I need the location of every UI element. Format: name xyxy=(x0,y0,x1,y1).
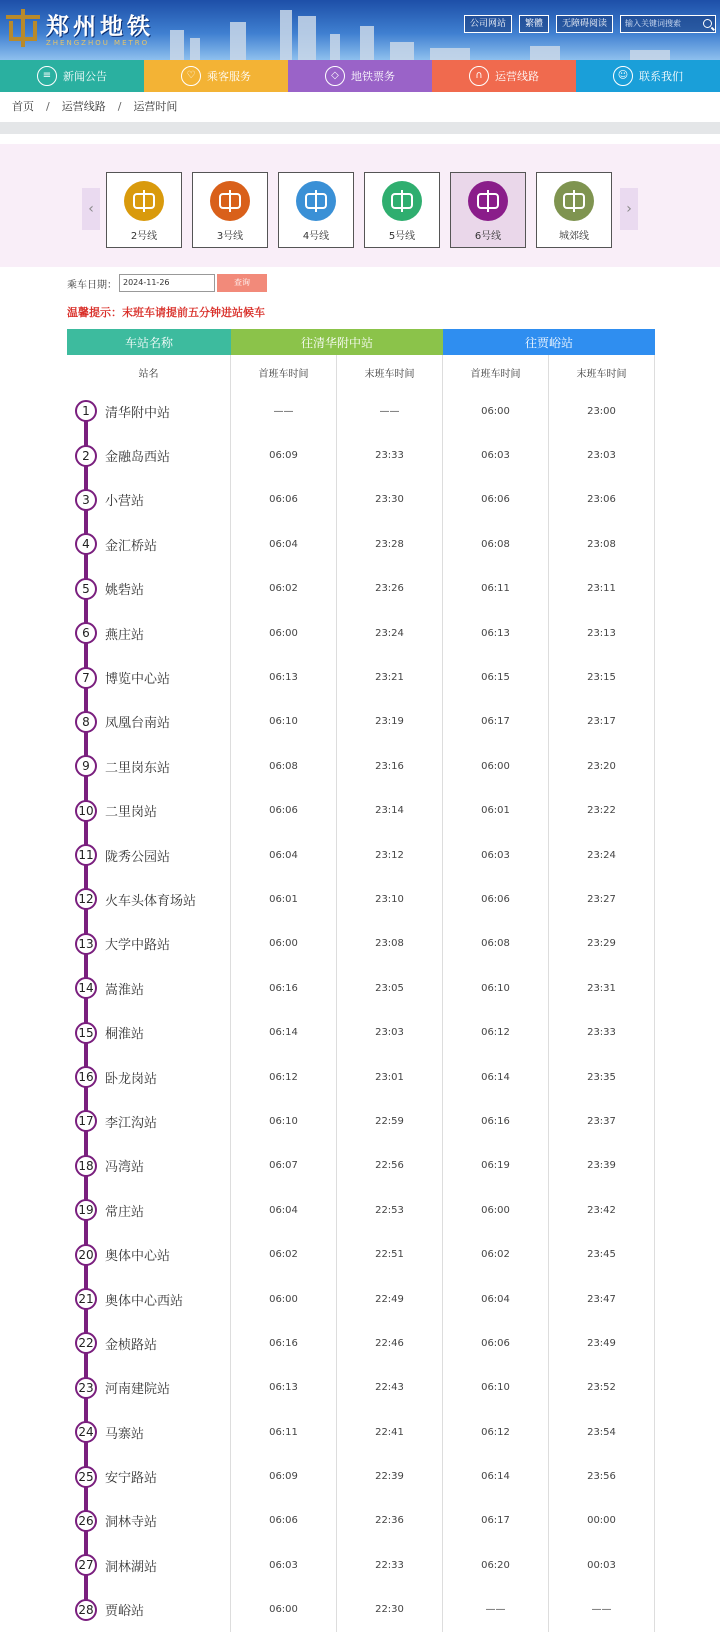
last-train-dir2: 23:35 xyxy=(549,1055,655,1099)
first-train-dir1: 06:10 xyxy=(231,1099,337,1143)
nav-label: 联系我们 xyxy=(639,70,683,83)
line-logo-icon xyxy=(210,181,250,221)
first-train-dir1: 06:12 xyxy=(231,1055,337,1099)
line-card-2[interactable] xyxy=(106,172,182,248)
table-row xyxy=(67,966,655,1010)
station-number: 14 xyxy=(75,977,97,999)
table-row xyxy=(67,700,655,744)
col-direction-1: 往清华附中站 xyxy=(231,329,443,355)
last-train-dir2: 23:47 xyxy=(549,1277,655,1321)
station-number: 27 xyxy=(75,1554,97,1576)
station-number: 5 xyxy=(75,578,97,600)
line-selector xyxy=(0,144,720,267)
table-row xyxy=(67,1454,655,1498)
first-train-dir2: 06:08 xyxy=(443,922,549,966)
first-train-dir2: 06:14 xyxy=(443,1055,549,1099)
station-name: 洞林寺站 xyxy=(105,1515,158,1531)
first-train-dir1: 06:04 xyxy=(231,1188,337,1232)
first-train-dir1: 06:03 xyxy=(231,1543,337,1587)
station-number: 10 xyxy=(75,800,97,822)
last-train-dir2: 23:17 xyxy=(549,700,655,744)
last-train-dir2: 23:33 xyxy=(549,1010,655,1054)
last-train-dir2: 23:42 xyxy=(549,1188,655,1232)
first-train-dir2: 06:00 xyxy=(443,1188,549,1232)
table-row xyxy=(67,522,655,566)
station-number: 9 xyxy=(75,755,97,777)
station-name: 凤凰台南站 xyxy=(105,716,171,732)
last-train-dir2: 23:00 xyxy=(549,389,655,433)
site-logo[interactable] xyxy=(6,8,154,47)
station-cell xyxy=(67,1277,231,1321)
first-train-dir1: —— xyxy=(231,389,337,433)
table-row xyxy=(67,433,655,477)
first-train-dir1: 06:16 xyxy=(231,1321,337,1365)
prev-arrow-icon[interactable]: ‹ xyxy=(82,188,100,230)
first-train-dir2: 06:20 xyxy=(443,1543,549,1587)
last-train-dir1: 23:03 xyxy=(337,1010,443,1054)
table-row xyxy=(67,1366,655,1410)
table-row xyxy=(67,1410,655,1454)
first-train-dir2: 06:10 xyxy=(443,1366,549,1410)
last-train-dir1: 22:51 xyxy=(337,1232,443,1276)
first-train-dir1: 06:06 xyxy=(231,1499,337,1543)
first-train-dir2: 06:06 xyxy=(443,877,549,921)
line-logo-icon xyxy=(382,181,422,221)
station-cell xyxy=(67,966,231,1010)
last-train-dir2: 23:49 xyxy=(549,1321,655,1365)
last-train-dir2: 23:54 xyxy=(549,1410,655,1454)
station-number: 25 xyxy=(75,1466,97,1488)
first-train-dir1: 06:13 xyxy=(231,655,337,699)
nav-label: 新闻公告 xyxy=(63,70,107,83)
search-input[interactable] xyxy=(620,15,716,33)
station-name: 金融岛西站 xyxy=(105,450,171,466)
first-train-dir2: 06:00 xyxy=(443,744,549,788)
last-train-dir1: 23:14 xyxy=(337,789,443,833)
last-train-dir2: 23:08 xyxy=(549,522,655,566)
last-train-dir2: 23:37 xyxy=(549,1099,655,1143)
line-logo-icon xyxy=(468,181,508,221)
last-train-dir2: 00:00 xyxy=(549,1499,655,1543)
logo-title: 郑州地铁 xyxy=(46,13,154,40)
first-train-dir2: —— xyxy=(443,1588,549,1632)
station-name: 安宁路站 xyxy=(105,1471,158,1487)
station-name: 燕庄站 xyxy=(105,627,145,643)
traditional-chinese-link[interactable]: 繁體 xyxy=(519,15,549,33)
last-train-dir1: 22:33 xyxy=(337,1543,443,1587)
station-number: 26 xyxy=(75,1510,97,1532)
station-cell xyxy=(67,1410,231,1454)
station-cell xyxy=(67,1499,231,1543)
main-nav xyxy=(0,60,720,92)
table-row xyxy=(67,1232,655,1276)
last-train-dir1: 22:53 xyxy=(337,1188,443,1232)
nav-item-contact[interactable] xyxy=(576,60,720,92)
first-train-dir2: 06:13 xyxy=(443,611,549,655)
last-train-dir1: 23:12 xyxy=(337,833,443,877)
station-number: 3 xyxy=(75,489,97,511)
station-name: 陇秀公园站 xyxy=(105,849,171,865)
first-train-dir2: 06:19 xyxy=(443,1144,549,1188)
table-row xyxy=(67,567,655,611)
first-train-dir1: 06:02 xyxy=(231,1232,337,1276)
last-train-dir1: 23:08 xyxy=(337,922,443,966)
last-train-dir1: 22:41 xyxy=(337,1410,443,1454)
station-cell xyxy=(67,1188,231,1232)
station-name: 冯湾站 xyxy=(105,1160,145,1176)
first-train-dir2: 06:11 xyxy=(443,567,549,611)
nav-label: 运营线路 xyxy=(495,70,539,83)
breadcrumb-separator: / xyxy=(46,100,50,113)
user-icon: ☺ xyxy=(613,66,633,86)
last-train-dir1: 22:56 xyxy=(337,1144,443,1188)
first-train-dir1: 06:02 xyxy=(231,567,337,611)
date-field[interactable]: 2024-11-26 xyxy=(119,274,215,292)
first-train-dir2: 06:02 xyxy=(443,1232,549,1276)
first-train-dir1: 06:06 xyxy=(231,478,337,522)
company-site-link[interactable]: 公司网站 xyxy=(464,15,512,33)
line-card-6[interactable] xyxy=(450,172,526,248)
last-train-dir1: 23:26 xyxy=(337,567,443,611)
station-cell xyxy=(67,700,231,744)
last-train-dir2: —— xyxy=(549,1588,655,1632)
station-number: 17 xyxy=(75,1110,97,1132)
accessibility-link[interactable]: 无障碍阅读 xyxy=(556,15,613,33)
station-name: 大学中路站 xyxy=(105,938,171,954)
station-number: 12 xyxy=(75,888,97,910)
last-train-dir1: 23:16 xyxy=(337,744,443,788)
query-button[interactable]: 查询 xyxy=(217,274,267,292)
first-train-dir1: 06:04 xyxy=(231,833,337,877)
table-row xyxy=(67,833,655,877)
station-cell xyxy=(67,789,231,833)
last-train-dir2: 23:45 xyxy=(549,1232,655,1276)
station-number: 21 xyxy=(75,1288,97,1310)
ticket-icon: ◇ xyxy=(325,66,345,86)
first-train-dir1: 06:06 xyxy=(231,789,337,833)
first-train-dir2: 06:12 xyxy=(443,1010,549,1054)
last-train-dir1: 23:05 xyxy=(337,966,443,1010)
last-train-dir2: 23:24 xyxy=(549,833,655,877)
first-train-dir2: 06:06 xyxy=(443,1321,549,1365)
table-row xyxy=(67,1321,655,1365)
station-number: 18 xyxy=(75,1155,97,1177)
line-label: 3号线 xyxy=(216,231,244,242)
line-label: 6号线 xyxy=(474,231,502,242)
first-train-dir1: 06:00 xyxy=(231,1588,337,1632)
timetable xyxy=(67,329,655,1632)
table-row xyxy=(67,1588,655,1632)
nav-item-passenger-service[interactable] xyxy=(144,60,288,92)
table-row xyxy=(67,655,655,699)
station-name: 马寨站 xyxy=(105,1426,145,1442)
station-cell xyxy=(67,1010,231,1054)
station-number: 1 xyxy=(75,400,97,422)
station-cell xyxy=(67,833,231,877)
station-cell xyxy=(67,611,231,655)
station-cell xyxy=(67,922,231,966)
last-train-dir1: 23:19 xyxy=(337,700,443,744)
first-train-dir1: 06:08 xyxy=(231,744,337,788)
station-name: 清华附中站 xyxy=(105,405,171,421)
heart-icon: ♡ xyxy=(181,66,201,86)
next-arrow-icon[interactable]: › xyxy=(620,188,638,230)
notice-text: 温馨提示：末班车请提前五分钟进站候车 xyxy=(67,306,265,319)
station-cell xyxy=(67,1454,231,1498)
last-train-dir2: 23:56 xyxy=(549,1454,655,1498)
first-train-dir1: 06:00 xyxy=(231,922,337,966)
station-cell xyxy=(67,877,231,921)
last-train-dir1: 23:24 xyxy=(337,611,443,655)
top-links xyxy=(464,15,716,33)
first-train-dir2: 06:10 xyxy=(443,966,549,1010)
line-logo-icon xyxy=(554,181,594,221)
station-name: 奥体中心西站 xyxy=(105,1293,184,1309)
metro-logo-icon xyxy=(6,9,40,47)
breadcrumb xyxy=(0,92,720,122)
station-cell xyxy=(67,1543,231,1587)
station-cell xyxy=(67,744,231,788)
last-train-dir1: —— xyxy=(337,389,443,433)
sub-first-train: 首班车时间 xyxy=(443,355,549,389)
first-train-dir1: 06:16 xyxy=(231,966,337,1010)
search-icon[interactable] xyxy=(703,19,712,28)
sub-last-train: 末班车时间 xyxy=(549,355,655,389)
station-cell xyxy=(67,1366,231,1410)
station-number: 16 xyxy=(75,1066,97,1088)
last-train-dir2: 23:13 xyxy=(549,611,655,655)
station-name: 河南建院站 xyxy=(105,1382,171,1398)
table-row xyxy=(67,1099,655,1143)
station-cell xyxy=(67,655,231,699)
last-train-dir1: 22:36 xyxy=(337,1499,443,1543)
last-train-dir1: 22:49 xyxy=(337,1277,443,1321)
last-train-dir2: 23:03 xyxy=(549,433,655,477)
station-cell xyxy=(67,1055,231,1099)
last-train-dir2: 00:03 xyxy=(549,1543,655,1587)
station-name: 金汇桥站 xyxy=(105,538,158,554)
last-train-dir2: 23:31 xyxy=(549,966,655,1010)
table-header xyxy=(67,329,655,355)
station-cell xyxy=(67,1588,231,1632)
last-train-dir1: 22:39 xyxy=(337,1454,443,1498)
first-train-dir1: 06:01 xyxy=(231,877,337,921)
news-icon: ≡ xyxy=(37,66,57,86)
first-train-dir1: 06:00 xyxy=(231,1277,337,1321)
first-train-dir2: 06:01 xyxy=(443,789,549,833)
last-train-dir1: 22:30 xyxy=(337,1588,443,1632)
station-cell xyxy=(67,1232,231,1276)
station-cell xyxy=(67,567,231,611)
first-train-dir2: 06:03 xyxy=(443,433,549,477)
breadcrumb-routes[interactable]: 运营线路 xyxy=(61,100,106,113)
date-label: 乘车日期： xyxy=(67,279,117,291)
first-train-dir2: 06:15 xyxy=(443,655,549,699)
station-number: 4 xyxy=(75,533,97,555)
line-label: 2号线 xyxy=(130,231,158,242)
first-train-dir2: 06:00 xyxy=(443,389,549,433)
first-train-dir1: 06:09 xyxy=(231,1454,337,1498)
last-train-dir2: 23:22 xyxy=(549,789,655,833)
station-name: 姚砦站 xyxy=(105,583,145,599)
table-row xyxy=(67,1144,655,1188)
breadcrumb-home[interactable]: 首页 xyxy=(12,100,34,113)
last-train-dir2: 23:27 xyxy=(549,877,655,921)
last-train-dir1: 23:21 xyxy=(337,655,443,699)
route-icon: ∩ xyxy=(469,66,489,86)
last-train-dir1: 23:10 xyxy=(337,877,443,921)
station-number: 2 xyxy=(75,445,97,467)
table-row xyxy=(67,1055,655,1099)
station-cell xyxy=(67,1144,231,1188)
station-name: 洞林湖站 xyxy=(105,1559,158,1575)
station-number: 28 xyxy=(75,1599,97,1621)
last-train-dir2: 23:06 xyxy=(549,478,655,522)
first-train-dir2: 06:16 xyxy=(443,1099,549,1143)
first-train-dir2: 06:06 xyxy=(443,478,549,522)
station-name: 常庄站 xyxy=(105,1204,145,1220)
last-train-dir2: 23:20 xyxy=(549,744,655,788)
table-row xyxy=(67,877,655,921)
station-name: 小营站 xyxy=(105,494,145,510)
line-logo-icon xyxy=(124,181,164,221)
station-number: 23 xyxy=(75,1377,97,1399)
table-row xyxy=(67,1277,655,1321)
station-name: 贾峪站 xyxy=(105,1604,145,1620)
line-card-5[interactable] xyxy=(364,172,440,248)
first-train-dir2: 06:17 xyxy=(443,1499,549,1543)
line-label: 4号线 xyxy=(302,231,330,242)
search-placeholder: 输入关键词搜索 xyxy=(625,19,681,28)
station-name: 奥体中心站 xyxy=(105,1249,171,1265)
station-name: 卧龙岗站 xyxy=(105,1071,158,1087)
last-train-dir2: 23:52 xyxy=(549,1366,655,1410)
table-row xyxy=(67,389,655,433)
station-cell xyxy=(67,478,231,522)
first-train-dir1: 06:14 xyxy=(231,1010,337,1054)
station-cell xyxy=(67,433,231,477)
first-train-dir1: 06:13 xyxy=(231,1366,337,1410)
line-label: 城郊线 xyxy=(559,231,589,242)
col-station: 车站名称 xyxy=(67,329,231,355)
first-train-dir1: 06:10 xyxy=(231,700,337,744)
last-train-dir1: 22:59 xyxy=(337,1099,443,1143)
station-name: 桐淮站 xyxy=(105,1027,145,1043)
nav-item-news[interactable] xyxy=(0,60,144,92)
nav-label: 乘客服务 xyxy=(207,70,251,83)
station-number: 22 xyxy=(75,1332,97,1354)
station-number: 7 xyxy=(75,667,97,689)
station-number: 11 xyxy=(75,844,97,866)
line-card-suburban[interactable] xyxy=(536,172,612,248)
station-number: 15 xyxy=(75,1022,97,1044)
last-train-dir2: 23:39 xyxy=(549,1144,655,1188)
line-card-3[interactable] xyxy=(192,172,268,248)
first-train-dir2: 06:04 xyxy=(443,1277,549,1321)
sub-station-name: 站名 xyxy=(67,355,231,389)
last-train-dir2: 23:29 xyxy=(549,922,655,966)
station-name: 二里岗站 xyxy=(105,805,158,821)
first-train-dir2: 06:12 xyxy=(443,1410,549,1454)
station-cell xyxy=(67,389,231,433)
sub-last-train: 末班车时间 xyxy=(337,355,443,389)
station-cell xyxy=(67,1099,231,1143)
table-row xyxy=(67,789,655,833)
station-number: 8 xyxy=(75,711,97,733)
line-card-4[interactable] xyxy=(278,172,354,248)
table-row xyxy=(67,1188,655,1232)
sub-first-train: 首班车时间 xyxy=(231,355,337,389)
nav-item-tickets[interactable] xyxy=(288,60,432,92)
first-train-dir2: 06:03 xyxy=(443,833,549,877)
line-logo-icon xyxy=(296,181,336,221)
table-row xyxy=(67,478,655,522)
first-train-dir1: 06:11 xyxy=(231,1410,337,1454)
first-train-dir2: 06:14 xyxy=(443,1454,549,1498)
last-train-dir1: 22:43 xyxy=(337,1366,443,1410)
station-name: 火车头体育场站 xyxy=(105,893,197,909)
station-number: 6 xyxy=(75,622,97,644)
breadcrumb-current: 运营时间 xyxy=(133,100,178,113)
table-body xyxy=(67,389,655,1632)
last-train-dir1: 22:46 xyxy=(337,1321,443,1365)
last-train-dir1: 23:28 xyxy=(337,522,443,566)
last-train-dir1: 23:30 xyxy=(337,478,443,522)
col-direction-2: 往贾峪站 xyxy=(443,329,655,355)
first-train-dir1: 06:04 xyxy=(231,522,337,566)
table-subheader xyxy=(67,355,655,389)
table-row xyxy=(67,1543,655,1587)
line-label: 5号线 xyxy=(388,231,416,242)
first-train-dir1: 06:09 xyxy=(231,433,337,477)
last-train-dir1: 23:01 xyxy=(337,1055,443,1099)
first-train-dir2: 06:17 xyxy=(443,700,549,744)
table-row xyxy=(67,1010,655,1054)
station-number: 19 xyxy=(75,1199,97,1221)
first-train-dir1: 06:07 xyxy=(231,1144,337,1188)
station-cell xyxy=(67,522,231,566)
station-name: 博览中心站 xyxy=(105,672,171,688)
nav-label: 地铁票务 xyxy=(351,70,395,83)
station-number: 24 xyxy=(75,1421,97,1443)
date-query xyxy=(67,274,267,292)
table-row xyxy=(67,611,655,655)
station-name: 金桢路站 xyxy=(105,1337,158,1353)
logo-subtitle: ZHENGZHOU METRO xyxy=(46,39,150,47)
site-header xyxy=(0,0,720,60)
station-cell xyxy=(67,1321,231,1365)
divider xyxy=(0,122,720,134)
station-name: 嵩淮站 xyxy=(105,982,145,998)
last-train-dir2: 23:15 xyxy=(549,655,655,699)
station-number: 13 xyxy=(75,933,97,955)
last-train-dir1: 23:33 xyxy=(337,433,443,477)
table-row xyxy=(67,1499,655,1543)
station-name: 二里岗东站 xyxy=(105,760,171,776)
station-name: 李江沟站 xyxy=(105,1115,158,1131)
first-train-dir1: 06:00 xyxy=(231,611,337,655)
breadcrumb-separator: / xyxy=(117,100,122,113)
station-number: 20 xyxy=(75,1244,97,1266)
table-row xyxy=(67,922,655,966)
nav-item-routes[interactable] xyxy=(432,60,576,92)
last-train-dir2: 23:11 xyxy=(549,567,655,611)
first-train-dir2: 06:08 xyxy=(443,522,549,566)
table-row xyxy=(67,744,655,788)
